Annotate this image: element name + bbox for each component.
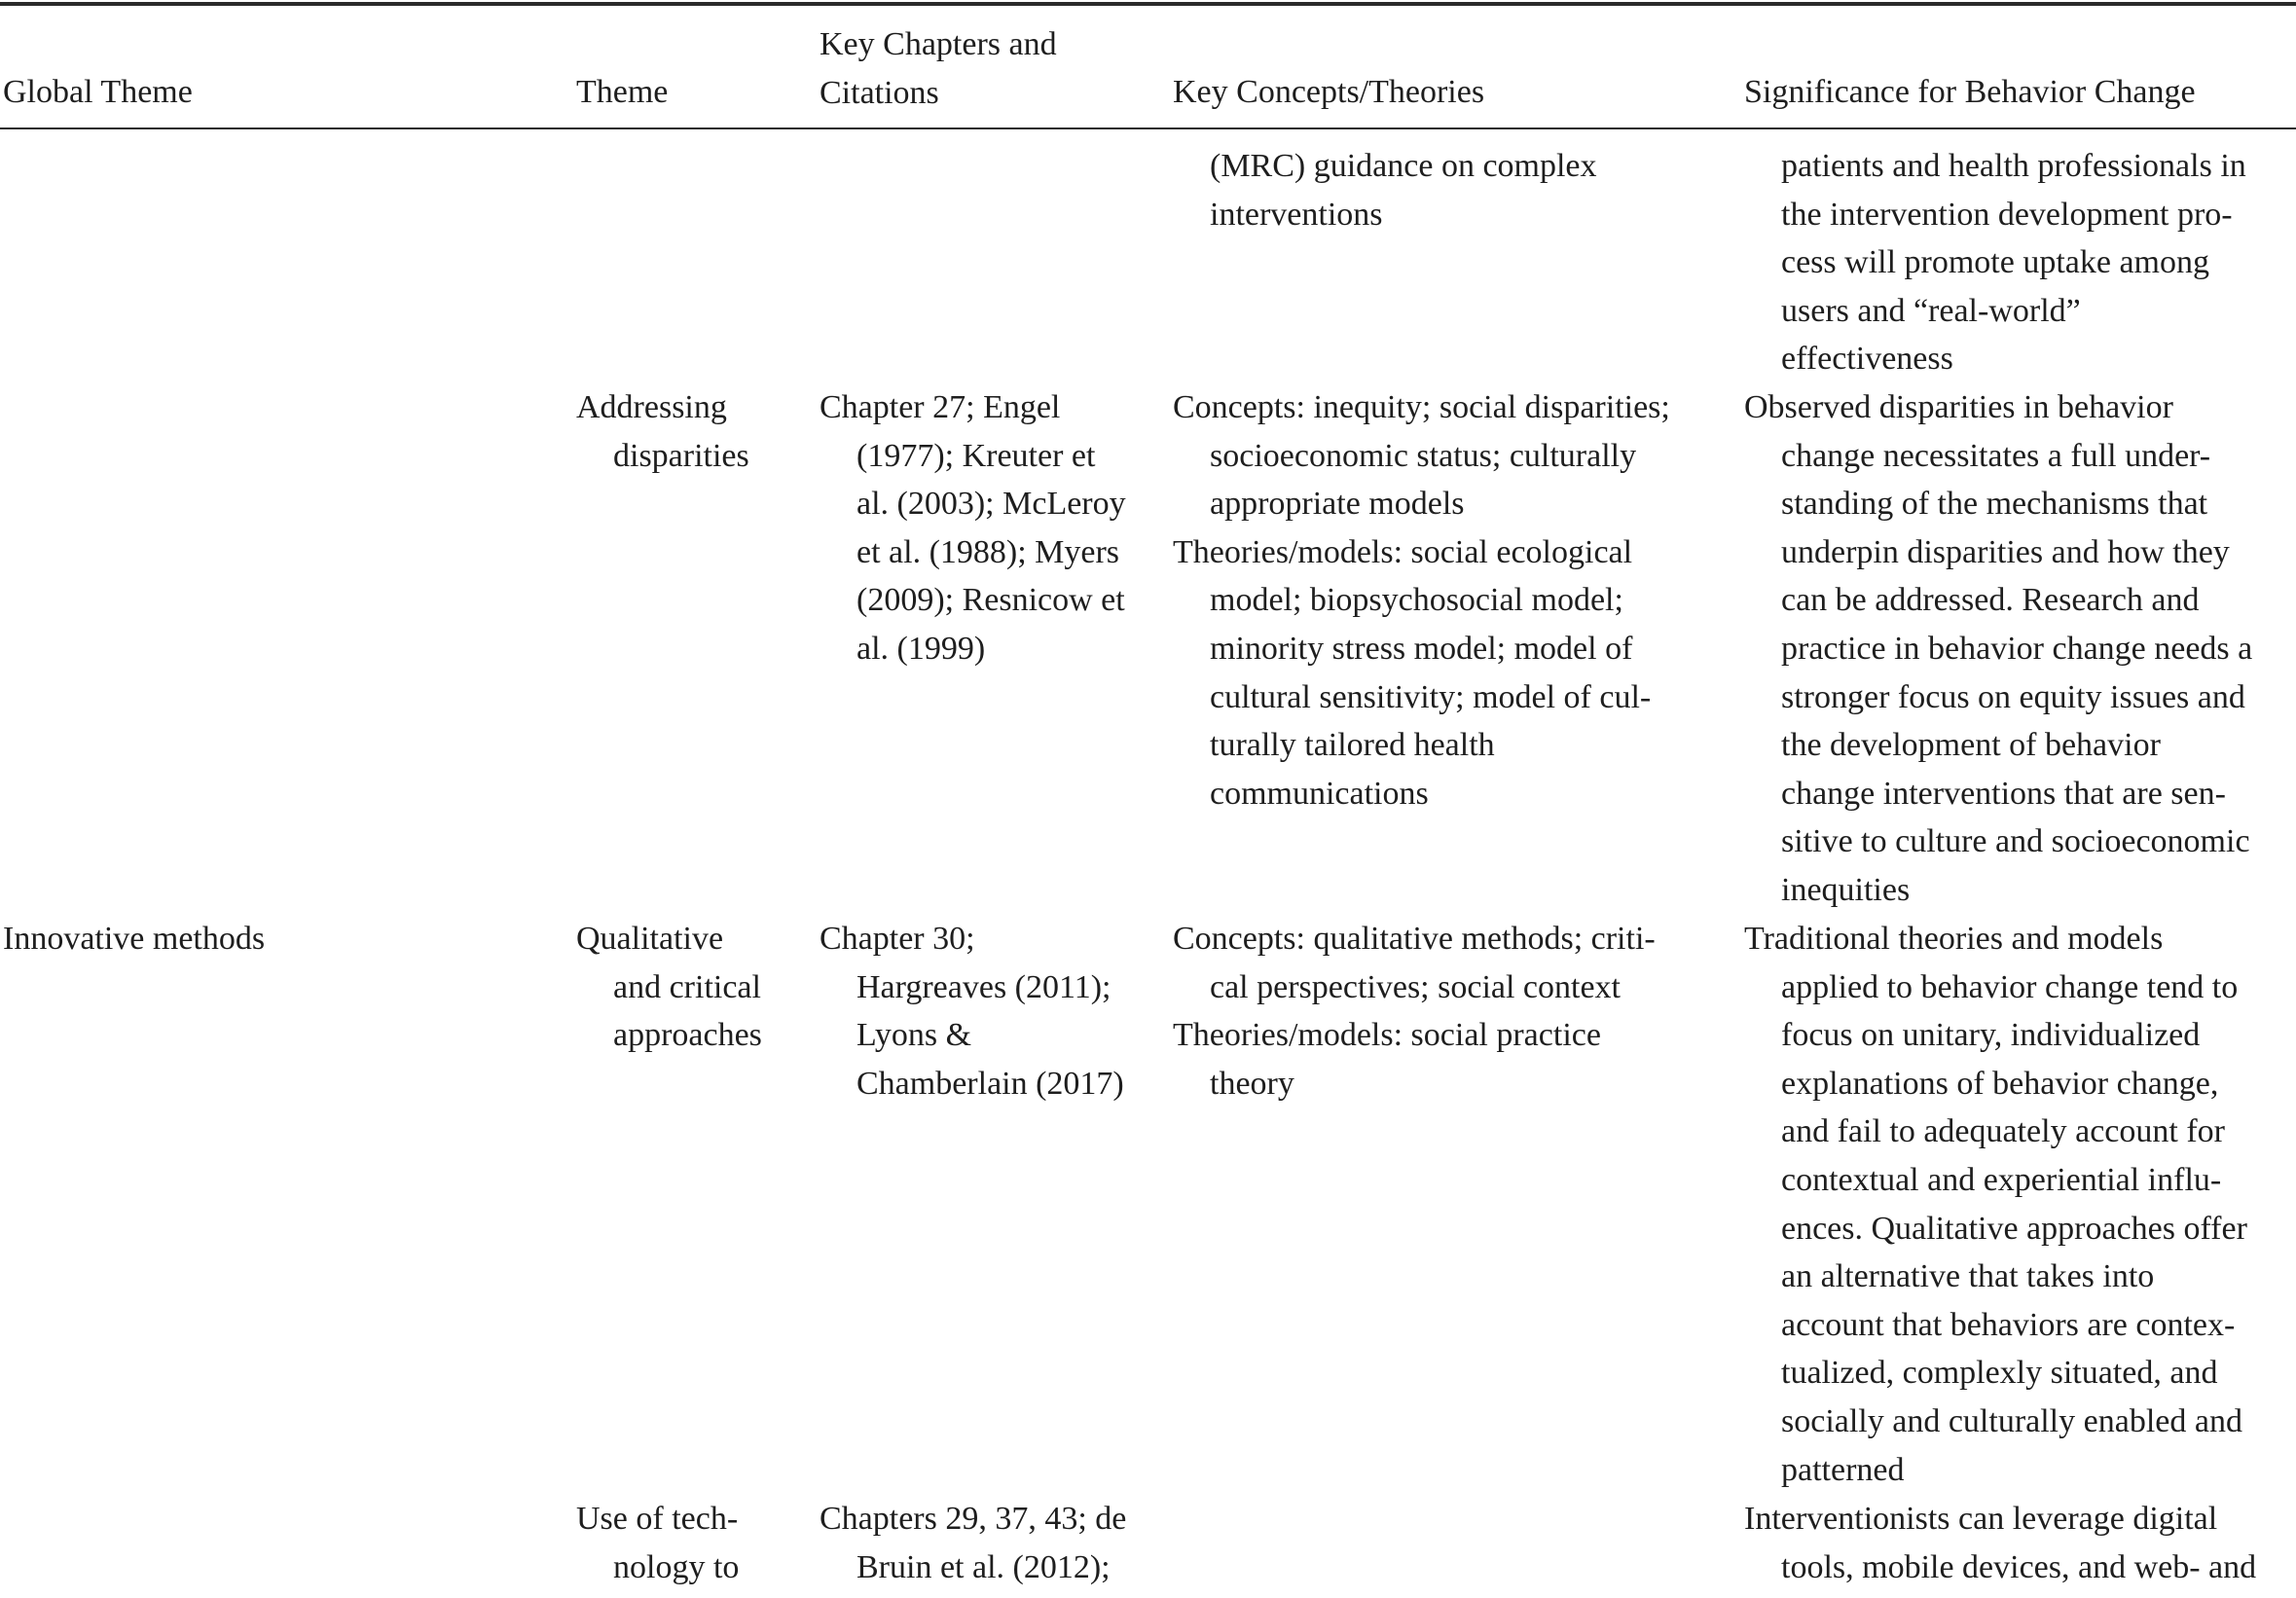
row-1-concepts: Concepts: inequity; social disparities; socioeconomic status; culturally appropriate models Theories/models: social ecological model; biopsychosocial model; minority stress model; model of cultural sensitivity; model of cul- turally tailored health communications <box>1173 389 1670 812</box>
row-2-theme: Qualitative and critical approaches <box>576 921 762 1054</box>
row-1-chapters: Chapter 27; Engel (1977); Kreuter et al. (2003); McLeroy et al. (1988); Myers (2009); Resnicow et al. (1999) <box>820 389 1126 667</box>
row-3-chapters: Chapters 29, 37, 43; de Bruin et al. (2012); <box>820 1501 1127 1585</box>
row-1-theme: Addressing disparities <box>576 389 749 474</box>
row-2-significance: Traditional theories and models applied to behavior change tend to focus on unitary, individualized explanations of behavior change, and fail to adequately account for contextual and experiential influ- ences. Qualitative approaches offer an alternative that takes into account that behaviors are contex- tualized, complexly situated, and socially and culturally enabled and patterned <box>1744 921 2247 1488</box>
row-1-significance: Observed disparities in behavior change necessitates a full under- standing of the mechanisms that underpin disparities and how they can be addressed. Research and practice in behavior change needs a stronger focus on equity issues and the development of behavior change interventions that are sen- sitive to culture and socioeconomic inequities <box>1744 389 2253 908</box>
table-top-rule <box>0 2 2296 6</box>
header-significance: Significance for Behavior Change <box>1744 74 2196 110</box>
row-3-significance: Interventionists can leverage digital tools, mobile devices, and web- and <box>1744 1501 2257 1585</box>
header-key-chapters: Key Chapters and Citations <box>820 26 1057 111</box>
row-2-chapters: Chapter 30; Hargreaves (2011); Lyons & Chamberlain (2017) <box>820 921 1124 1102</box>
row-0-concepts: (MRC) guidance on complex interventions <box>1210 148 1597 233</box>
header-theme: Theme <box>576 74 669 110</box>
row-3-theme: Use of tech- nology to <box>576 1501 740 1585</box>
row-2-concepts: Concepts: qualitative methods; criti- cal perspectives; social context Theories/models: social practice theory <box>1173 921 1656 1102</box>
row-2-global-theme: Innovative methods <box>3 921 266 957</box>
row-0-significance: patients and health professionals in the intervention development pro- cess will promote uptake among users and “real-world” effectiveness <box>1781 148 2246 378</box>
header-key-concepts: Key Concepts/Theories <box>1173 74 1485 110</box>
header-global-theme: Global Theme <box>3 74 193 110</box>
header-rule <box>0 127 2296 129</box>
